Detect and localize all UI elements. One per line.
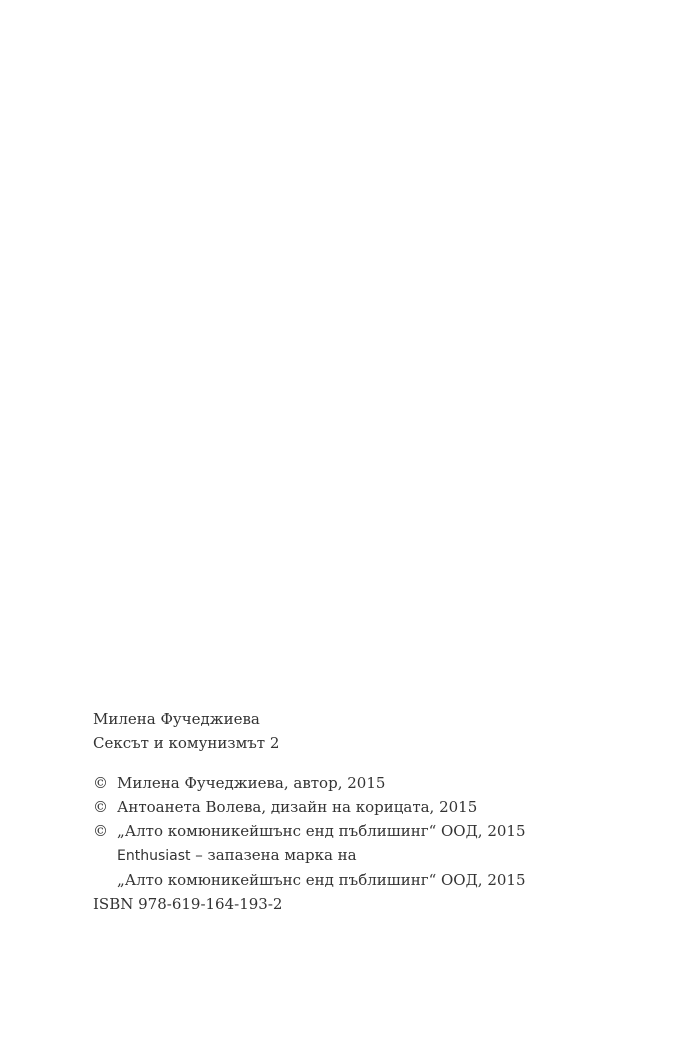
copyright-line-publisher [93,819,653,843]
book-title: Сексът и комунизмът 2 [93,734,280,752]
copyright-icon: © [93,774,108,792]
copyright-icon: © [93,798,108,816]
trademark-text: – запазена марка на [190,846,357,864]
trademark-owner: „Алто комюникейшънс енд пъблишинг“ ООД, 2015 [117,871,526,889]
spacer [93,755,653,771]
copyright-text: „Алто комюникейшънс енд пъблишинг“ ООД, 2015 [117,822,526,840]
isbn: ISBN 978-619-164-193-2 [93,895,283,913]
copyright-text: Антоанета Волева, дизайн на корицата, 2015 [117,798,478,816]
trademark-brand: Enthusiast [117,848,191,864]
copyright-line-cover [93,795,653,819]
copyright-text: Милена Фучеджиева, автор, 2015 [117,774,386,792]
trademark-line [93,843,653,868]
copyright-icon: © [93,822,108,840]
imprint-block [93,707,653,916]
copyright-line-author [93,771,653,795]
author-name: Милена Фучеджиева [93,710,260,728]
